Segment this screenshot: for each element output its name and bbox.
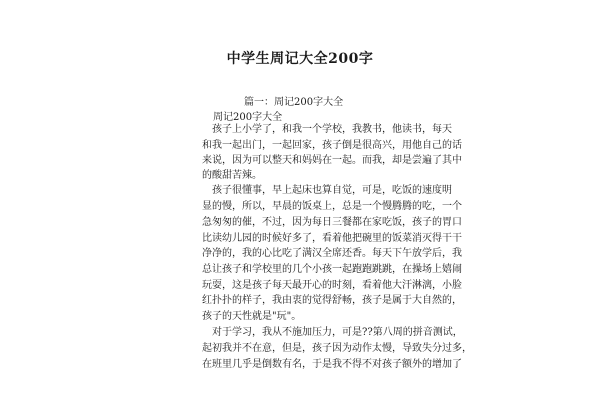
body-line: 对于学习，我从不施加压力，可是??第八周的拼音测试， — [202, 327, 463, 338]
body-line: 和我一起出门，一起回家，孩子倒是很高兴，用他自己的话 — [202, 140, 462, 151]
document-title: 中学生周记大全200字 — [226, 51, 374, 67]
body-line: 来说，因为可以整天和妈妈在一起。而我，却是尝遍了其中 — [202, 155, 462, 166]
body-line: 比读幼儿园的时候好多了，看着他把碗里的饭菜消灭得干干 — [202, 233, 462, 244]
body-line: 在班里几乎是倒数有名，于是我不得不对孩子额外的增加了 — [202, 359, 462, 370]
body-line: 起初我并不在意，但是，孩子因为动作太慢，导致失分过多， — [202, 343, 472, 354]
body-line: 净净的，我的心比吃了满汉全席还香。每天下午放学后，我 — [202, 248, 462, 259]
body-line: 孩子的天性就是"玩"。 — [202, 311, 302, 322]
body-line: 玩耍，这是孩子每天最开心的时刻，看着他大汗淋漓，小脸 — [202, 280, 462, 291]
body-line: 孩子很懂事，早上起床也算自觉，可是，吃饭的速度明 — [202, 185, 452, 196]
body-line: 急匆匆的催，不过，因为每日三餐都在家吃饭，孩子的胃口 — [202, 217, 462, 228]
sub-heading: 周记200字大全 — [213, 112, 283, 123]
body-line: 红扑扑的样子，我由衷的觉得舒畅，孩子是属于大自然的， — [202, 295, 462, 306]
body-line: 孩子上小学了，和我一个学校，我教书，他读书，每天 — [202, 124, 452, 135]
body-line: 总让孩子和学校里的几个小孩一起跑跑跳跳，在操场上嬉闹 — [202, 264, 462, 275]
section-heading: 篇一：周记200字大全 — [244, 97, 344, 108]
body-line: 的酸甜苦辣。 — [202, 170, 262, 181]
body-line: 显的慢，所以，早晨的饭桌上，总是一个慢腾腾的吃，一个 — [202, 201, 462, 212]
